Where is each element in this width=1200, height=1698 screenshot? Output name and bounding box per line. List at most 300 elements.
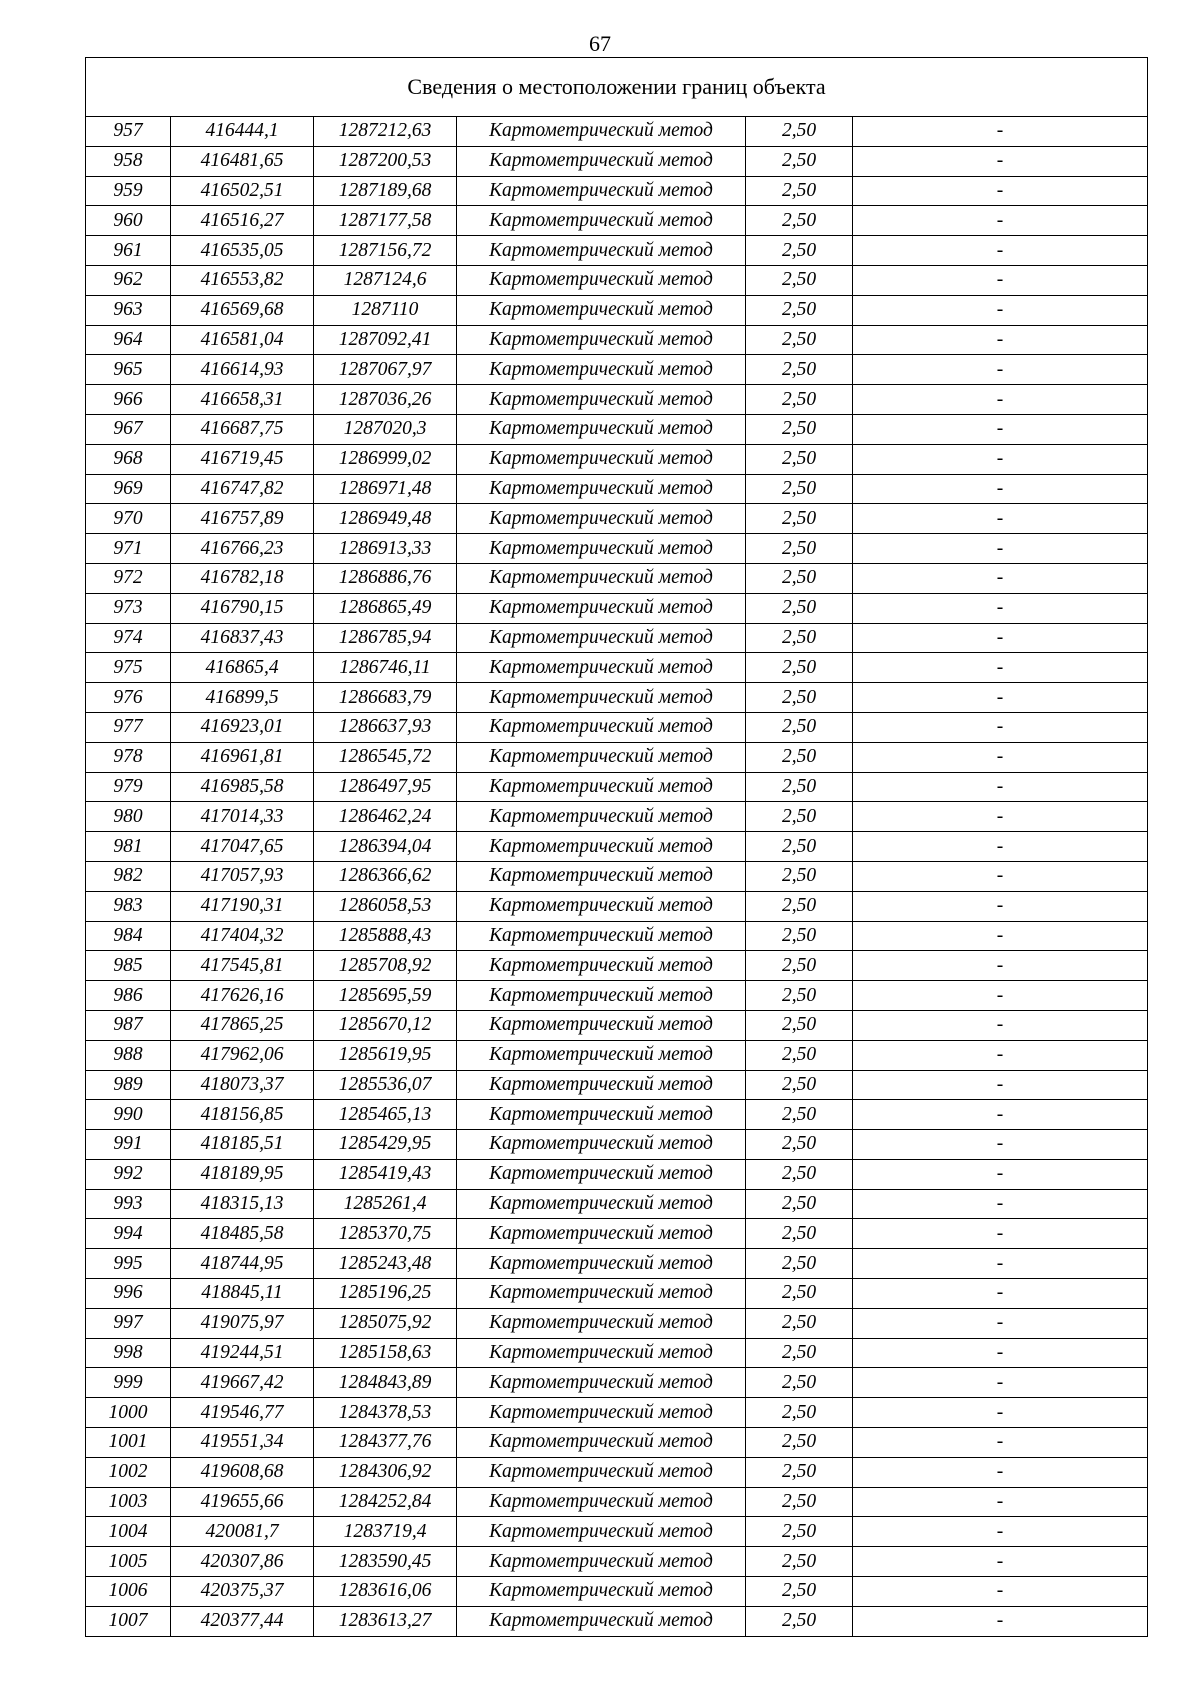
x-coordinate-cell: 418185,51 [171, 1130, 314, 1160]
accuracy-cell: 2,50 [746, 414, 853, 444]
method-cell: Картометрический метод [457, 921, 746, 951]
note-cell: - [853, 593, 1148, 623]
point-number-cell: 1002 [86, 1457, 171, 1487]
note-cell: - [853, 1517, 1148, 1547]
accuracy-cell: 2,50 [746, 176, 853, 206]
y-coordinate-cell: 1284306,92 [314, 1457, 457, 1487]
method-cell: Картометрический метод [457, 385, 746, 415]
accuracy-cell: 2,50 [746, 653, 853, 683]
method-cell: Картометрический метод [457, 534, 746, 564]
table-row [86, 1547, 1148, 1577]
x-coordinate-cell: 420081,7 [171, 1517, 314, 1547]
accuracy-cell: 2,50 [746, 1249, 853, 1279]
table-row [86, 981, 1148, 1011]
x-coordinate-cell: 416553,82 [171, 265, 314, 295]
x-coordinate-cell: 416719,45 [171, 444, 314, 474]
y-coordinate-cell: 1286865,49 [314, 593, 457, 623]
point-number-cell: 958 [86, 146, 171, 176]
method-cell: Картометрический метод [457, 1308, 746, 1338]
accuracy-cell: 2,50 [746, 1219, 853, 1249]
x-coordinate-cell: 416535,05 [171, 236, 314, 266]
accuracy-cell: 2,50 [746, 474, 853, 504]
method-cell: Картометрический метод [457, 474, 746, 504]
method-cell: Картометрический метод [457, 1070, 746, 1100]
table-row [86, 1577, 1148, 1607]
note-cell: - [853, 414, 1148, 444]
note-cell: - [853, 832, 1148, 862]
note-cell: - [853, 1308, 1148, 1338]
y-coordinate-cell: 1286971,48 [314, 474, 457, 504]
note-cell: - [853, 146, 1148, 176]
accuracy-cell: 2,50 [746, 1100, 853, 1130]
section-title-row [86, 58, 1148, 117]
y-coordinate-cell: 1286366,62 [314, 861, 457, 891]
table-row [86, 1338, 1148, 1368]
method-cell: Картометрический метод [457, 683, 746, 713]
y-coordinate-cell: 1286545,72 [314, 742, 457, 772]
accuracy-cell: 2,50 [746, 832, 853, 862]
table-row [86, 265, 1148, 295]
note-cell: - [853, 1279, 1148, 1309]
y-coordinate-cell: 1283590,45 [314, 1547, 457, 1577]
method-cell: Картометрический метод [457, 1159, 746, 1189]
table-row [86, 1308, 1148, 1338]
method-cell: Картометрический метод [457, 563, 746, 593]
point-number-cell: 990 [86, 1100, 171, 1130]
accuracy-cell: 2,50 [746, 1040, 853, 1070]
note-cell: - [853, 1428, 1148, 1458]
point-number-cell: 974 [86, 623, 171, 653]
y-coordinate-cell: 1285465,13 [314, 1100, 457, 1130]
y-coordinate-cell: 1287110 [314, 295, 457, 325]
x-coordinate-cell: 418315,13 [171, 1189, 314, 1219]
method-cell: Картометрический метод [457, 146, 746, 176]
accuracy-cell: 2,50 [746, 355, 853, 385]
method-cell: Картометрический метод [457, 861, 746, 891]
accuracy-cell: 2,50 [746, 1606, 853, 1636]
note-cell: - [853, 444, 1148, 474]
table-row [86, 742, 1148, 772]
accuracy-cell: 2,50 [746, 1428, 853, 1458]
note-cell: - [853, 1010, 1148, 1040]
accuracy-cell: 2,50 [746, 921, 853, 951]
accuracy-cell: 2,50 [746, 981, 853, 1011]
method-cell: Картометрический метод [457, 772, 746, 802]
method-cell: Картометрический метод [457, 1368, 746, 1398]
point-number-cell: 983 [86, 891, 171, 921]
note-cell: - [853, 623, 1148, 653]
note-cell: - [853, 1100, 1148, 1130]
note-cell: - [853, 1338, 1148, 1368]
note-cell: - [853, 1040, 1148, 1070]
y-coordinate-cell: 1286394,04 [314, 832, 457, 862]
point-number-cell: 992 [86, 1159, 171, 1189]
x-coordinate-cell: 416782,18 [171, 563, 314, 593]
x-coordinate-cell: 416658,31 [171, 385, 314, 415]
y-coordinate-cell: 1283719,4 [314, 1517, 457, 1547]
table-row [86, 534, 1148, 564]
point-number-cell: 968 [86, 444, 171, 474]
x-coordinate-cell: 417865,25 [171, 1010, 314, 1040]
point-number-cell: 966 [86, 385, 171, 415]
table-row [86, 921, 1148, 951]
note-cell: - [853, 861, 1148, 891]
y-coordinate-cell: 1284377,76 [314, 1428, 457, 1458]
table-row [86, 1368, 1148, 1398]
table-row [86, 1428, 1148, 1458]
y-coordinate-cell: 1287212,63 [314, 117, 457, 147]
method-cell: Картометрический метод [457, 504, 746, 534]
point-number-cell: 965 [86, 355, 171, 385]
method-cell: Картометрический метод [457, 176, 746, 206]
note-cell: - [853, 1249, 1148, 1279]
point-number-cell: 962 [86, 265, 171, 295]
note-cell: - [853, 176, 1148, 206]
method-cell: Картометрический метод [457, 832, 746, 862]
y-coordinate-cell: 1287067,97 [314, 355, 457, 385]
x-coordinate-cell: 420377,44 [171, 1606, 314, 1636]
y-coordinate-cell: 1287124,6 [314, 265, 457, 295]
table-row [86, 1249, 1148, 1279]
method-cell: Картометрический метод [457, 1100, 746, 1130]
point-number-cell: 960 [86, 206, 171, 236]
method-cell: Картометрический метод [457, 1577, 746, 1607]
point-number-cell: 973 [86, 593, 171, 623]
x-coordinate-cell: 417626,16 [171, 981, 314, 1011]
point-number-cell: 975 [86, 653, 171, 683]
table-row [86, 623, 1148, 653]
table-row [86, 653, 1148, 683]
method-cell: Картометрический метод [457, 1279, 746, 1309]
method-cell: Картометрический метод [457, 325, 746, 355]
table-row [86, 444, 1148, 474]
x-coordinate-cell: 417545,81 [171, 951, 314, 981]
point-number-cell: 1003 [86, 1487, 171, 1517]
y-coordinate-cell: 1287200,53 [314, 146, 457, 176]
table-row [86, 1130, 1148, 1160]
y-coordinate-cell: 1286785,94 [314, 623, 457, 653]
table-row [86, 593, 1148, 623]
x-coordinate-cell: 418073,37 [171, 1070, 314, 1100]
note-cell: - [853, 1398, 1148, 1428]
accuracy-cell: 2,50 [746, 117, 853, 147]
y-coordinate-cell: 1285158,63 [314, 1338, 457, 1368]
y-coordinate-cell: 1285075,92 [314, 1308, 457, 1338]
x-coordinate-cell: 416790,15 [171, 593, 314, 623]
accuracy-cell: 2,50 [746, 325, 853, 355]
note-cell: - [853, 563, 1148, 593]
accuracy-cell: 2,50 [746, 891, 853, 921]
point-number-cell: 977 [86, 712, 171, 742]
section-title: Сведения о местоположении границ объекта [86, 58, 1148, 117]
accuracy-cell: 2,50 [746, 146, 853, 176]
table-row [86, 772, 1148, 802]
boundary-table-container [85, 57, 1147, 1637]
table-body [86, 117, 1148, 1637]
note-cell: - [853, 1606, 1148, 1636]
x-coordinate-cell: 416865,4 [171, 653, 314, 683]
method-cell: Картометрический метод [457, 712, 746, 742]
note-cell: - [853, 1189, 1148, 1219]
method-cell: Картометрический метод [457, 1517, 746, 1547]
x-coordinate-cell: 416687,75 [171, 414, 314, 444]
method-cell: Картометрический метод [457, 236, 746, 266]
note-cell: - [853, 891, 1148, 921]
x-coordinate-cell: 416444,1 [171, 117, 314, 147]
method-cell: Картометрический метод [457, 1547, 746, 1577]
note-cell: - [853, 921, 1148, 951]
y-coordinate-cell: 1283613,27 [314, 1606, 457, 1636]
x-coordinate-cell: 416961,81 [171, 742, 314, 772]
point-number-cell: 1000 [86, 1398, 171, 1428]
method-cell: Картометрический метод [457, 295, 746, 325]
table-row [86, 206, 1148, 236]
note-cell: - [853, 653, 1148, 683]
method-cell: Картометрический метод [457, 1130, 746, 1160]
table-row [86, 951, 1148, 981]
method-cell: Картометрический метод [457, 1040, 746, 1070]
accuracy-cell: 2,50 [746, 1547, 853, 1577]
table-row [86, 1070, 1148, 1100]
note-cell: - [853, 474, 1148, 504]
accuracy-cell: 2,50 [746, 1189, 853, 1219]
y-coordinate-cell: 1287092,41 [314, 325, 457, 355]
table-row [86, 146, 1148, 176]
y-coordinate-cell: 1285619,95 [314, 1040, 457, 1070]
boundary-coordinates-table [85, 57, 1148, 1637]
y-coordinate-cell: 1287020,3 [314, 414, 457, 444]
x-coordinate-cell: 416985,58 [171, 772, 314, 802]
y-coordinate-cell: 1286058,53 [314, 891, 457, 921]
y-coordinate-cell: 1285708,92 [314, 951, 457, 981]
x-coordinate-cell: 416757,89 [171, 504, 314, 534]
point-number-cell: 963 [86, 295, 171, 325]
note-cell: - [853, 1487, 1148, 1517]
method-cell: Картометрический метод [457, 802, 746, 832]
accuracy-cell: 2,50 [746, 1308, 853, 1338]
page-number: 67 [589, 31, 611, 56]
x-coordinate-cell: 416614,93 [171, 355, 314, 385]
y-coordinate-cell: 1285670,12 [314, 1010, 457, 1040]
point-number-cell: 961 [86, 236, 171, 266]
accuracy-cell: 2,50 [746, 1517, 853, 1547]
point-number-cell: 976 [86, 683, 171, 713]
y-coordinate-cell: 1286999,02 [314, 444, 457, 474]
method-cell: Картометрический метод [457, 1189, 746, 1219]
accuracy-cell: 2,50 [746, 861, 853, 891]
point-number-cell: 979 [86, 772, 171, 802]
point-number-cell: 972 [86, 563, 171, 593]
table-row [86, 1517, 1148, 1547]
y-coordinate-cell: 1285536,07 [314, 1070, 457, 1100]
accuracy-cell: 2,50 [746, 1010, 853, 1040]
y-coordinate-cell: 1286637,93 [314, 712, 457, 742]
table-row [86, 355, 1148, 385]
table-row [86, 385, 1148, 415]
x-coordinate-cell: 418845,11 [171, 1279, 314, 1309]
point-number-cell: 995 [86, 1249, 171, 1279]
note-cell: - [853, 1457, 1148, 1487]
y-coordinate-cell: 1285261,4 [314, 1189, 457, 1219]
point-number-cell: 989 [86, 1070, 171, 1100]
y-coordinate-cell: 1285243,48 [314, 1249, 457, 1279]
y-coordinate-cell: 1284843,89 [314, 1368, 457, 1398]
method-cell: Картометрический метод [457, 444, 746, 474]
table-row [86, 1398, 1148, 1428]
point-number-cell: 964 [86, 325, 171, 355]
x-coordinate-cell: 419551,34 [171, 1428, 314, 1458]
y-coordinate-cell: 1285888,43 [314, 921, 457, 951]
x-coordinate-cell: 418156,85 [171, 1100, 314, 1130]
x-coordinate-cell: 416502,51 [171, 176, 314, 206]
point-number-cell: 996 [86, 1279, 171, 1309]
x-coordinate-cell: 418744,95 [171, 1249, 314, 1279]
note-cell: - [853, 981, 1148, 1011]
accuracy-cell: 2,50 [746, 1368, 853, 1398]
x-coordinate-cell: 416516,27 [171, 206, 314, 236]
y-coordinate-cell: 1284378,53 [314, 1398, 457, 1428]
accuracy-cell: 2,50 [746, 1159, 853, 1189]
accuracy-cell: 2,50 [746, 772, 853, 802]
x-coordinate-cell: 419667,42 [171, 1368, 314, 1398]
note-cell: - [853, 742, 1148, 772]
x-coordinate-cell: 416923,01 [171, 712, 314, 742]
note-cell: - [853, 355, 1148, 385]
method-cell: Картометрический метод [457, 1249, 746, 1279]
method-cell: Картометрический метод [457, 117, 746, 147]
point-number-cell: 1006 [86, 1577, 171, 1607]
table-row [86, 1457, 1148, 1487]
method-cell: Картометрический метод [457, 355, 746, 385]
point-number-cell: 978 [86, 742, 171, 772]
point-number-cell: 991 [86, 1130, 171, 1160]
point-number-cell: 993 [86, 1189, 171, 1219]
y-coordinate-cell: 1284252,84 [314, 1487, 457, 1517]
note-cell: - [853, 1070, 1148, 1100]
note-cell: - [853, 1368, 1148, 1398]
y-coordinate-cell: 1283616,06 [314, 1577, 457, 1607]
table-row [86, 1159, 1148, 1189]
method-cell: Картометрический метод [457, 623, 746, 653]
accuracy-cell: 2,50 [746, 385, 853, 415]
accuracy-cell: 2,50 [746, 236, 853, 266]
accuracy-cell: 2,50 [746, 1398, 853, 1428]
point-number-cell: 997 [86, 1308, 171, 1338]
accuracy-cell: 2,50 [746, 1457, 853, 1487]
note-cell: - [853, 236, 1148, 266]
x-coordinate-cell: 420375,37 [171, 1577, 314, 1607]
table-row [86, 712, 1148, 742]
accuracy-cell: 2,50 [746, 563, 853, 593]
note-cell: - [853, 802, 1148, 832]
y-coordinate-cell: 1285196,25 [314, 1279, 457, 1309]
point-number-cell: 981 [86, 832, 171, 862]
accuracy-cell: 2,50 [746, 683, 853, 713]
point-number-cell: 959 [86, 176, 171, 206]
y-coordinate-cell: 1285429,95 [314, 1130, 457, 1160]
point-number-cell: 1005 [86, 1547, 171, 1577]
y-coordinate-cell: 1286683,79 [314, 683, 457, 713]
x-coordinate-cell: 417404,32 [171, 921, 314, 951]
method-cell: Картометрический метод [457, 1338, 746, 1368]
table-row [86, 1219, 1148, 1249]
y-coordinate-cell: 1287156,72 [314, 236, 457, 266]
x-coordinate-cell: 416581,04 [171, 325, 314, 355]
accuracy-cell: 2,50 [746, 1577, 853, 1607]
y-coordinate-cell: 1286886,76 [314, 563, 457, 593]
point-number-cell: 985 [86, 951, 171, 981]
accuracy-cell: 2,50 [746, 623, 853, 653]
point-number-cell: 980 [86, 802, 171, 832]
method-cell: Картометрический метод [457, 1010, 746, 1040]
point-number-cell: 1004 [86, 1517, 171, 1547]
table-row [86, 563, 1148, 593]
y-coordinate-cell: 1287189,68 [314, 176, 457, 206]
table-row [86, 1010, 1148, 1040]
y-coordinate-cell: 1286913,33 [314, 534, 457, 564]
y-coordinate-cell: 1287177,58 [314, 206, 457, 236]
table-row [86, 1040, 1148, 1070]
table-row [86, 1279, 1148, 1309]
table-row [86, 295, 1148, 325]
table-row [86, 325, 1148, 355]
method-cell: Картометрический метод [457, 951, 746, 981]
x-coordinate-cell: 417047,65 [171, 832, 314, 862]
method-cell: Картометрический метод [457, 1487, 746, 1517]
point-number-cell: 998 [86, 1338, 171, 1368]
note-cell: - [853, 206, 1148, 236]
method-cell: Картометрический метод [457, 414, 746, 444]
table-row [86, 1487, 1148, 1517]
table-row [86, 1606, 1148, 1636]
x-coordinate-cell: 416899,5 [171, 683, 314, 713]
x-coordinate-cell: 417057,93 [171, 861, 314, 891]
table-row [86, 176, 1148, 206]
method-cell: Картометрический метод [457, 1457, 746, 1487]
accuracy-cell: 2,50 [746, 534, 853, 564]
x-coordinate-cell: 416837,43 [171, 623, 314, 653]
method-cell: Картометрический метод [457, 653, 746, 683]
x-coordinate-cell: 419608,68 [171, 1457, 314, 1487]
y-coordinate-cell: 1285695,59 [314, 981, 457, 1011]
note-cell: - [853, 712, 1148, 742]
x-coordinate-cell: 419244,51 [171, 1338, 314, 1368]
note-cell: - [853, 117, 1148, 147]
y-coordinate-cell: 1285370,75 [314, 1219, 457, 1249]
accuracy-cell: 2,50 [746, 1338, 853, 1368]
y-coordinate-cell: 1287036,26 [314, 385, 457, 415]
point-number-cell: 988 [86, 1040, 171, 1070]
point-number-cell: 970 [86, 504, 171, 534]
method-cell: Картометрический метод [457, 981, 746, 1011]
method-cell: Картометрический метод [457, 206, 746, 236]
note-cell: - [853, 1547, 1148, 1577]
x-coordinate-cell: 417190,31 [171, 891, 314, 921]
accuracy-cell: 2,50 [746, 712, 853, 742]
point-number-cell: 1007 [86, 1606, 171, 1636]
table-row [86, 414, 1148, 444]
note-cell: - [853, 772, 1148, 802]
table-row [86, 1189, 1148, 1219]
note-cell: - [853, 534, 1148, 564]
point-number-cell: 994 [86, 1219, 171, 1249]
table-row [86, 832, 1148, 862]
y-coordinate-cell: 1286746,11 [314, 653, 457, 683]
x-coordinate-cell: 420307,86 [171, 1547, 314, 1577]
accuracy-cell: 2,50 [746, 206, 853, 236]
table-row [86, 861, 1148, 891]
method-cell: Картометрический метод [457, 1428, 746, 1458]
